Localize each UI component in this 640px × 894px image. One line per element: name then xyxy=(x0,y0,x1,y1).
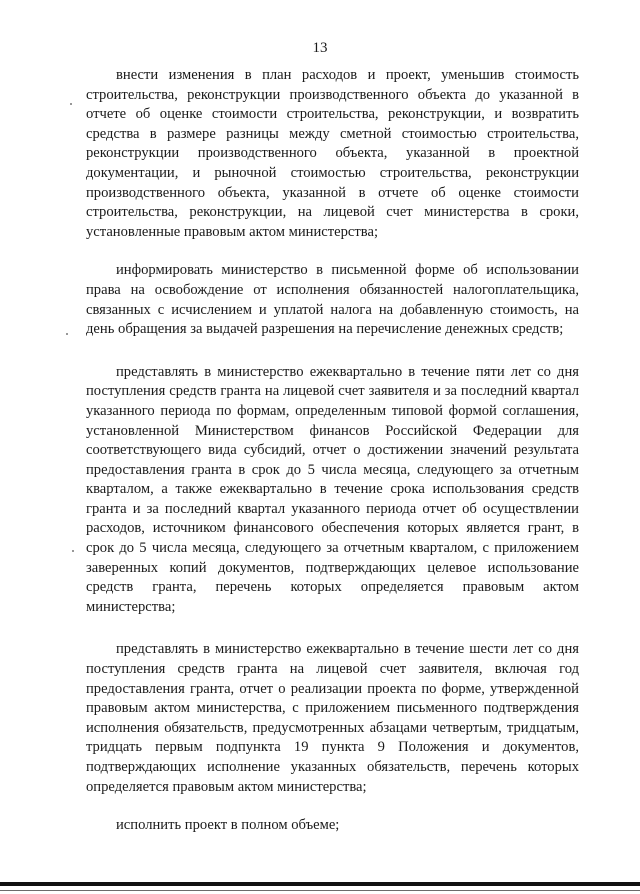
scan-page-edge xyxy=(0,882,640,886)
paragraph: представлять в министерство ежеквартально в течение пяти лет со дня поступления средств гранта на лицевой счет заявителя и за последний квартал указанного периода по формам, определенным типовой формой соглашения, установленной Министерством финансов Российской Федерации для соответствующего вида субсидий, отчет о достижении значений результата предоставления гранта в срок до 5 числа месяца, следующего за отчетным кварталом, а также ежеквартально в течение срока использования средств гранта и за последний квартал указанного периода отчет об осуществлении расходов, источником финансового обеспечения которых является грант, в срок до 5 числа месяца, следующего за отчетным кварталом, с приложением заверенных копий документов, подтверждающих целевое использование средств гранта, перечень которых определяется правовым актом министерства; xyxy=(86,363,579,615)
paragraph: информировать министерство в письменной форме об использовании права на освобождение от исполнения обязанностей налогоплательщика, связанных с исчислением и уплатой налога на добавленную стоимость, на день обращения за выдачей разрешения на перечисление денежных средств; xyxy=(86,262,579,338)
document-body xyxy=(86,66,579,836)
paragraph: исполнить проект в полном объеме; xyxy=(116,817,340,834)
scan-speck xyxy=(70,103,72,105)
scan-speck xyxy=(66,333,68,335)
scan-page-edge-shadow xyxy=(0,890,640,891)
scan-speck xyxy=(72,550,74,552)
paragraph: представлять в министерство ежеквартально в течение шести лет со дня поступления средств гранта на лицевой счет заявителя, включая год предоставления гранта, отчет о реализации проекта по форме, утвержденной правовым актом министерства, с приложением письменного подтверждения исполнения обязательств, предусмотренных абзацами четвертым, тридцатым, тридцать первым подпункта 19 пункта 9 Положения и документов, подтверждающих исполнение указанных обязательств, перечень которых определяется правовым актом министерства; xyxy=(86,641,579,795)
paragraph: внести изменения в план расходов и проект, уменьшив стоимость строительства, реконструкции производственного объекта до указанной в отчете об оценке стоимости строительства, реконструкции, и возвратить средства в размере разницы между сметной стоимостью строительства, реконструкции производственного объекта, указанной в проектной документации, и рыночной стоимостью строительства, реконструкции производственного объекта, указанной в отчете об оценке стоимости строительства, реконструкции, на лицевой счет министерства в сроки, установленные правовым актом министерства; xyxy=(86,67,579,240)
page-number: 13 xyxy=(312,40,328,56)
